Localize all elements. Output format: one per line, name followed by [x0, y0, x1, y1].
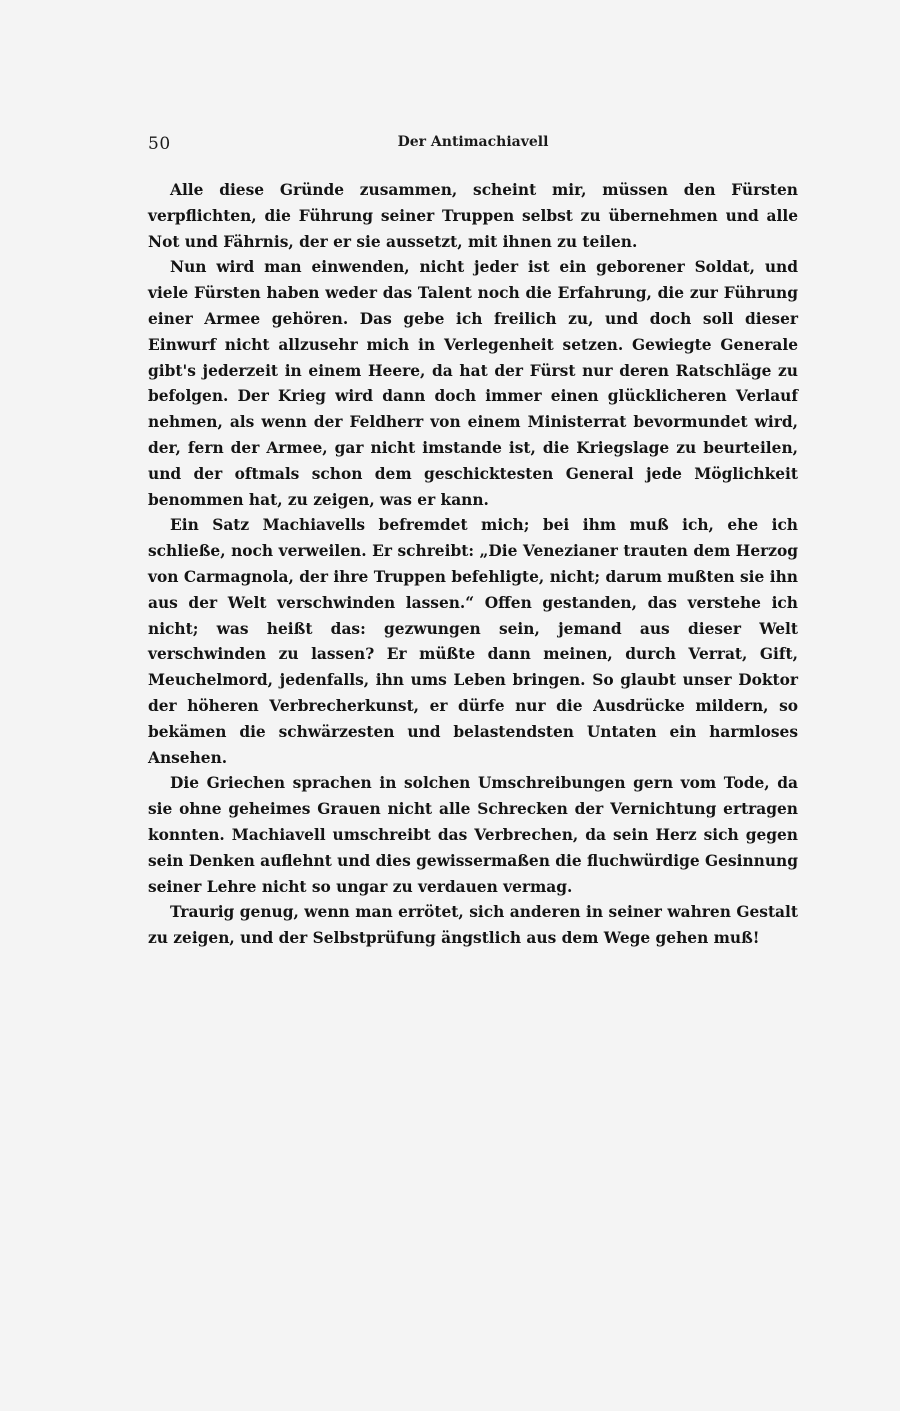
running-title: Der Antimachiavell — [397, 134, 549, 150]
paragraph: Die Griechen sprachen in solchen Umschreibungen gern vom Tode, da sie ohne geheimes Grauen nicht alle Schrecken der Vernichtung ertragen konnten. Machiavell umschreibt das Verbrechen, da sein Herz sich gegen sein Denken auflehnt und dies gewissermaßen die fluchwürdige Gesinnung seiner Lehre nicht so ungar zu verdauen vermag. — [148, 774, 798, 896]
paragraph: Alle diese Gründe zusammen, scheint mir, müssen den Fürsten verpflichten, die Führung seiner Truppen selbst zu übernehmen und alle Not und Fährnis, der er sie aussetzt, mit ihnen zu teilen. — [148, 181, 798, 251]
page-number: 50 — [148, 134, 171, 154]
paragraph: Traurig genug, wenn man errötet, sich anderen in seiner wahren Gestalt zu zeigen, und der Selbstprüfung ängstlich aus dem Wege gehen muß! — [148, 903, 798, 948]
body-text — [148, 178, 798, 952]
paragraph: Ein Satz Machiavells befremdet mich; bei ihm muß ich, ehe ich schließe, noch verweilen. Er schreibt: „Die Venezianer trauten dem Herzog von Carmagnola, der ihre Truppen befehligte, nicht; darum mußten sie ihn aus der Welt verschwinden lassen.“ Offen gestanden, das verstehe ich nicht; was heißt das: gezwungen sein, jemand aus dieser Welt verschwinden zu lassen? Er müßte dann meinen, durch Verrat, Gift, Meuchelmord, jedenfalls, ihn ums Leben bringen. So glaubt unser Doktor der höheren Verbrecherkunst, er dürfe nur die Ausdrücke mildern, so bekämen die schwärzesten und belastendsten Untaten ein harmloses Ansehen. — [148, 516, 798, 767]
running-head — [148, 132, 798, 156]
paragraph: Nun wird man einwenden, nicht jeder ist ein geborener Soldat, und viele Fürsten haben weder das Talent noch die Erfahrung, die zur Führung einer Armee gehören. Das gebe ich freilich zu, und doch soll dieser Einwurf nicht allzusehr mich in Verlegenheit setzen. Gewiegte Generale gibt's jederzeit in einem Heere, da hat der Fürst nur deren Ratschläge zu befolgen. Der Krieg wird dann doch immer einen glücklicheren Verlauf nehmen, als wenn der Feldherr von einem Ministerrat bevormundet wird, der, fern der Armee, gar nicht imstande ist, die Kriegslage zu beurteilen, und der oftmals schon dem geschicktesten General jede Möglichkeit benommen hat, zu zeigen, was er kann. — [148, 258, 798, 509]
